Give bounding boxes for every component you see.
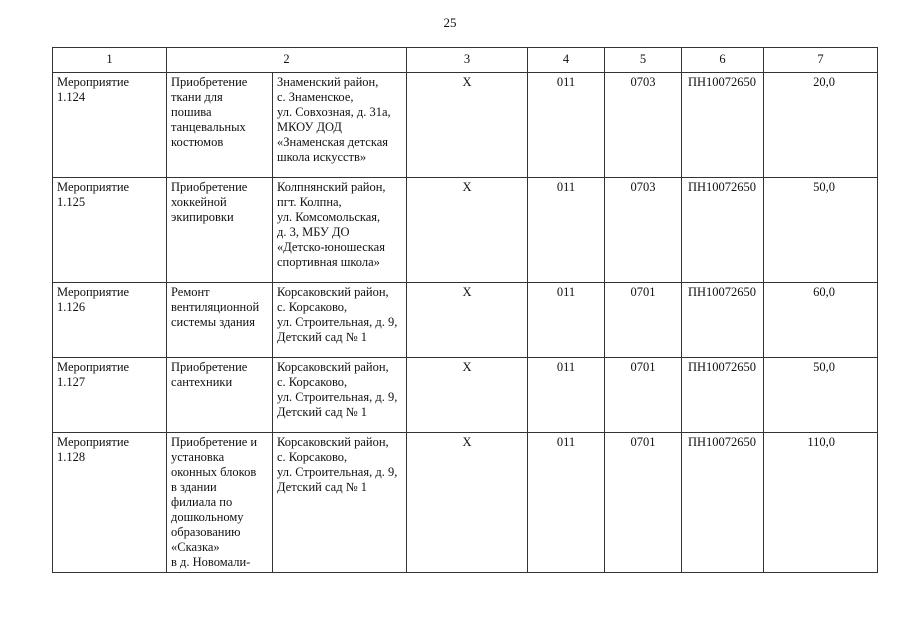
col7-cell: 20,0 [764,73,878,178]
event-number-cell: Мероприятие 1.124 [53,73,167,178]
table-row [53,358,878,433]
col7-cell: 110,0 [764,433,878,573]
col4-cell: 011 [528,358,605,433]
header-cell: 1 [53,48,167,73]
col3-cell: Х [407,283,528,358]
location-cell: Знаменский район, с. Знаменское, ул. Совхозная, д. 31а, МКОУ ДОД «Знаменская детская школа искусств» [273,73,407,178]
event-name-cell: Приобретение хоккейной экипировки [167,178,273,283]
event-name-cell: Приобретение сантехники [167,358,273,433]
page-number: 25 [443,15,457,30]
col4-cell: 011 [528,283,605,358]
col3-cell: Х [407,73,528,178]
col5-cell: 0703 [605,73,682,178]
header-cell: 5 [605,48,682,73]
header-cell: 6 [682,48,764,73]
col5-cell: 0703 [605,178,682,283]
table-row [53,283,878,358]
col3-cell: Х [407,433,528,573]
col3-cell: Х [407,178,528,283]
col3-cell: Х [407,358,528,433]
event-number-cell: Мероприятие 1.126 [53,283,167,358]
event-name-cell: Ремонт вентиляционной системы здания [167,283,273,358]
col4-cell: 011 [528,73,605,178]
event-number-cell: Мероприятие 1.128 [53,433,167,573]
table-header-row [53,48,878,73]
table-row [53,73,878,178]
col4-cell: 011 [528,433,605,573]
col7-cell: 60,0 [764,283,878,358]
col5-cell: 0701 [605,283,682,358]
table-row [53,178,878,283]
col5-cell: 0701 [605,433,682,573]
col4-cell: 011 [528,178,605,283]
event-name-cell: Приобретение ткани для пошива танцевальных костюмов [167,73,273,178]
event-number-cell: Мероприятие 1.125 [53,178,167,283]
header-cell: 7 [764,48,878,73]
col6-cell: ПН10072650 [682,178,764,283]
location-cell: Корсаковский район, с. Корсаково, ул. Строительная, д. 9, Детский сад № 1 [273,358,407,433]
location-cell: Корсаковский район, с. Корсаково, ул. Строительная, д. 9, Детский сад № 1 [273,433,407,573]
location-cell: Колпнянский район, пгт. Колпна, ул. Комсомольская, д. 3, МБУ ДО «Детско-юношеская спортивная школа» [273,178,407,283]
col6-cell: ПН10072650 [682,358,764,433]
header-cell: 2 [167,48,407,73]
col7-cell: 50,0 [764,178,878,283]
col6-cell: ПН10072650 [682,73,764,178]
header-cell: 4 [528,48,605,73]
col6-cell: ПН10072650 [682,433,764,573]
event-name-cell: Приобретение и установка оконных блоков в здании филиала по дошкольному образованию «Сказка» в д. Новомали- [167,433,273,573]
location-cell: Корсаковский район, с. Корсаково, ул. Строительная, д. 9, Детский сад № 1 [273,283,407,358]
col7-cell: 50,0 [764,358,878,433]
event-number-cell: Мероприятие 1.127 [53,358,167,433]
col5-cell: 0701 [605,358,682,433]
table-row [53,433,878,573]
header-cell: 3 [407,48,528,73]
budget-table [52,47,878,573]
col6-cell: ПН10072650 [682,283,764,358]
